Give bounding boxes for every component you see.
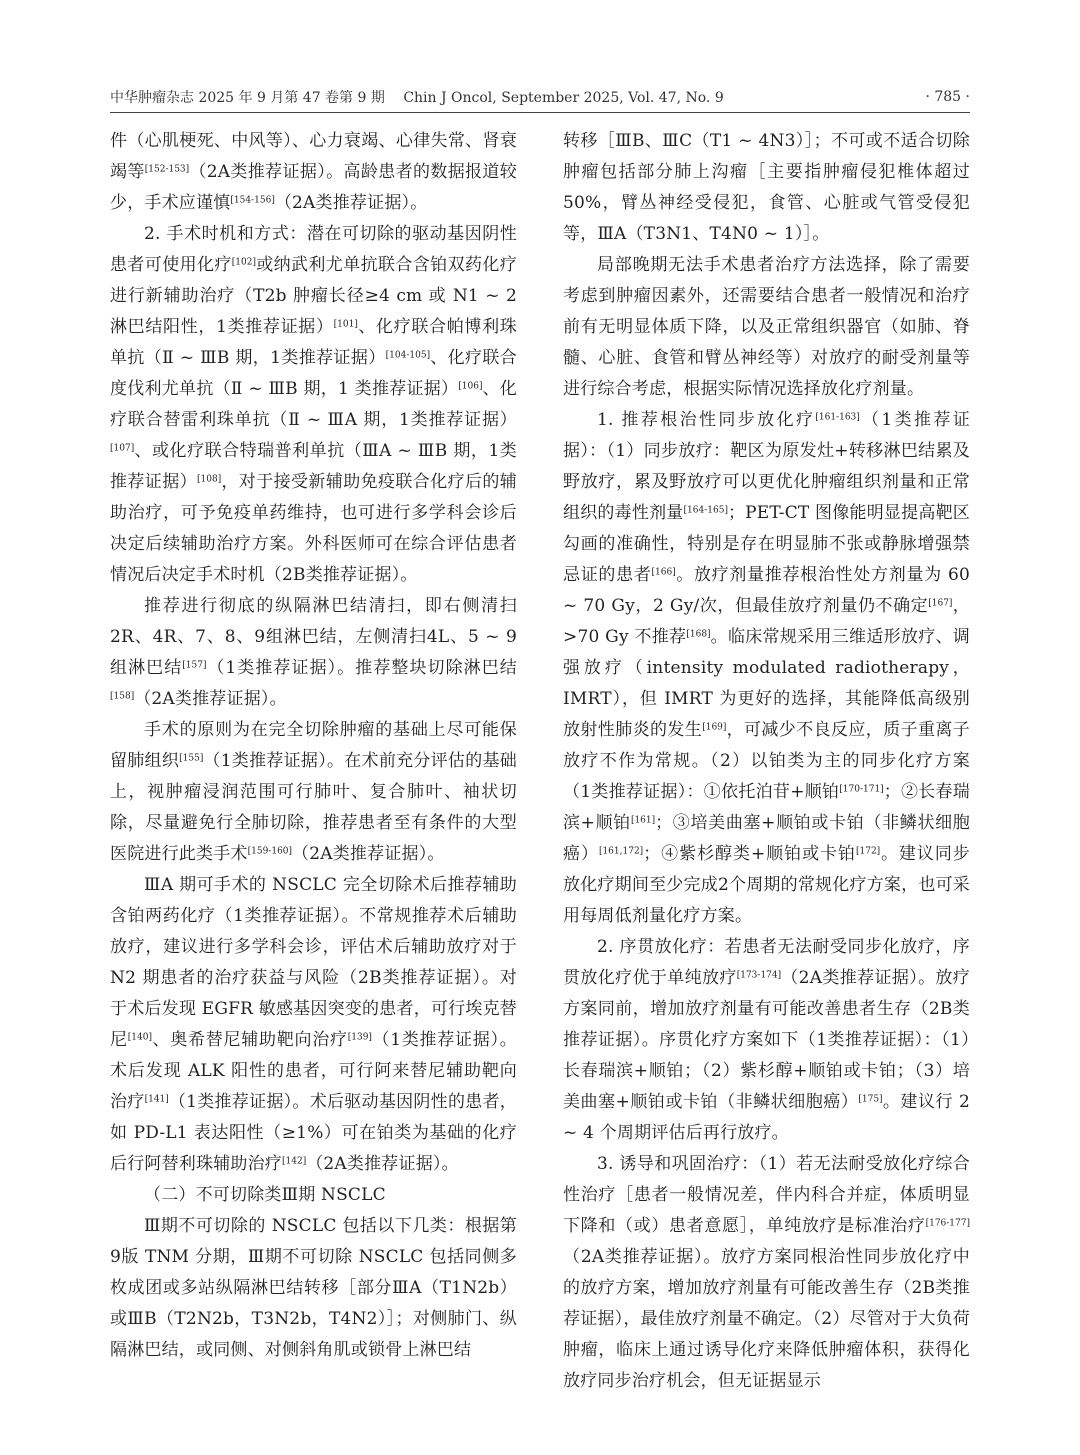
citation[interactable]: [108]	[197, 474, 222, 485]
citation[interactable]: [140]	[127, 1032, 152, 1043]
paragraph-surgery-principle: 手术的原则为在完全切除肿瘤的基础上尽可能保留肺组织[155]（1类推荐证据）。在术前充分评估的基础上，视肿瘤浸润范围可行肺叶、复合肺叶、袖状切除，尽量避免行全肺切除，推荐患者至有条件的大型医院进行此类手术[159-160]（2A类推荐证据）。	[110, 720, 517, 864]
citation[interactable]: [176-177]	[925, 1218, 970, 1229]
citation[interactable]: [139]	[347, 1032, 372, 1043]
citation[interactable]: [142]	[282, 1156, 307, 1167]
citation[interactable]: [168]	[686, 629, 711, 640]
citation[interactable]: [169]	[702, 722, 727, 733]
citation[interactable]: [141]	[144, 1094, 169, 1105]
paragraph-unresectable: Ⅲ期不可切除的 NSCLC 包括以下几类：根据第9版 TNM 分期，Ⅲ期不可切除 NSCLC 包括同侧多枚成团或多站纵隔淋巴结转移［部分ⅢA（T1N2b）或ⅢB（T2N2b，T3N2b，T4N2）］；对侧肺门、纵隔淋巴结，或同侧、对侧斜角肌或锁骨上淋巴结	[110, 1216, 517, 1360]
citation[interactable]: [167]	[928, 598, 953, 609]
paragraph: 转移［ⅢB、ⅢC（T1 ~ 4N3）］；不可或不适合切除肿瘤包括部分肺上沟瘤［主要指肿瘤侵犯椎体超过50%，臂丛神经受侵犯，食管、心脏或气管受侵犯等，ⅢA（T3N1、T4N0 ~ 1）］。	[563, 131, 970, 244]
paragraph: 件（心肌梗死、中风等）、心力衰竭、心律失常、肾衰竭等[152-153]（2A类推荐证据）。高龄患者的数据报道较少，手术应谨慎[154-156]（2A类推荐证据）。	[110, 131, 518, 213]
citation[interactable]: [104-105]	[385, 350, 431, 361]
citation[interactable]: [175]	[858, 1094, 883, 1105]
citation[interactable]: [159-160]	[247, 846, 293, 857]
running-header	[110, 86, 970, 108]
citation[interactable]: [161,172]	[598, 846, 644, 857]
section-heading: （二）不可切除类Ⅲ期 NSCLC	[144, 1185, 386, 1205]
citation[interactable]: [161]	[630, 815, 656, 826]
citation[interactable]: [157]	[182, 660, 207, 671]
journal-title-en: Chin J Oncol, September 2025, Vol. 47, No. 9	[403, 90, 724, 106]
citation[interactable]: [173-174]	[736, 970, 782, 981]
citation[interactable]: [101]	[333, 319, 358, 330]
header-divider	[110, 112, 970, 113]
left-column	[110, 126, 517, 1366]
paragraph-lymph-dissection: 推荐进行彻底的纵隔淋巴结清扫，即右侧清扫2R、4R、7、8、9组淋巴结，左侧清扫4L、5 ~ 9组淋巴结[157]（1类推荐证据）。推荐整块切除淋巴结[158]（2A类推荐证据）。	[110, 596, 517, 709]
citation[interactable]: [155]	[179, 753, 204, 764]
citation[interactable]: [152-153]	[144, 164, 190, 175]
citation[interactable]: [102]	[231, 257, 256, 268]
citation[interactable]: [172]	[855, 846, 881, 857]
citation[interactable]: [164-165]	[683, 505, 728, 516]
citation[interactable]: [158]	[110, 691, 135, 702]
citation[interactable]: [154-156]	[230, 195, 275, 206]
citation[interactable]: [166]	[651, 567, 676, 578]
paragraph-induction: 3. 诱导和巩固治疗：（1）若无法耐受放化疗综合性治疗［患者一般情况差，伴内科合并症，体质明显下降和（或）患者意愿］，单纯放疗是标准治疗[176-177]（2A类推荐证据）。放疗方案同根治性同步放化疗中的放疗方案，增加放疗剂量有可能改善生存（2B类推荐证据），最佳放疗剂量不确定。（2）尽管对于大负荷肿瘤，临床上通过诱导化疗来降低肿瘤体积，获得化放疗同步治疗机会，但无证据显示	[563, 1154, 970, 1391]
citation[interactable]: [170-171]	[839, 784, 884, 795]
right-column	[563, 126, 970, 1397]
citation[interactable]: [107]	[110, 443, 135, 454]
paragraph-concurrent-chemoradiotherapy: 1. 推荐根治性同步放化疗[161-163]（1类推荐证据）：（1）同步放疗：靶区为原发灶+转移淋巴结累及野放疗，累及野放疗可以更优化肿瘤组织剂量和正常组织的毒性剂量[164-165]；PET-CT 图像能明显提高靶区勾画的准确性，特别是存在明显肺不张或静脉增强禁忌证的患者[166]。放疗剂量推荐根治性处方剂量为 60 ~ 70 Gy，2 Gy/次，但最佳放疗剂量仍不确定[167]，>70 Gy 不推荐[168]。临床常规采用三维适形放疗、调强放疗（intensity modulated radiotherapy，IMRT），但 IMRT 为更好的选择，其能降低高级别放射性肺炎的发生[169]，可减少不良反应，质子重离子放疗不作为常规。（2）以铂类为主的同步化疗方案（1类推荐证据）：①依托泊苷+顺铂[170-171]；②长春瑞滨+顺铂[161]；③培美曲塞+顺铂或卡铂（非鳞状细胞癌）[161,172]；④紫杉醇类+顺铂或卡铂[172]。建议同步放化疗期间至少完成2个周期的常规化疗方案，也可采用每周低剂量化疗方案。	[563, 410, 971, 926]
citation[interactable]: [106]	[458, 381, 483, 392]
paragraph-surgery-timing: 2. 手术时机和方式：潜在可切除的驱动基因阴性患者可使用化疗[102]或纳武利尤单抗联合含铂双药化疗进行新辅助治疗（T2b 肿瘤长径≥4 cm 或 N1 ~ 2 淋巴结阳性，1类推荐证据）[101]、化疗联合帕博利珠单抗（Ⅱ ~ ⅢB 期，1类推荐证据）[104-105]、化疗联合度伐利尤单抗（Ⅱ ~ ⅢB 期，1 类推荐证据）[106]、化疗联合替雷利珠单抗（Ⅱ ~ ⅢA 期，1类推荐证据）[107]、或化疗联合特瑞普利单抗（ⅢA ~ ⅢB 期，1类推荐证据）[108]，对于接受新辅助免疫联合化疗后的辅助治疗，可予免疫单药维持，也可进行多学科会诊后决定后续辅助治疗方案。外科医师可在综合评估患者情况后决定手术时机（2B类推荐证据）。	[110, 224, 518, 585]
citation[interactable]: [161-163]	[815, 412, 860, 423]
paragraph-treatment-choice: 局部晚期无法手术患者治疗方法选择，除了需要考虑到肿瘤因素外，还需要结合患者一般情况和治疗前有无明显体质下降，以及正常组织器官（如肺、脊髓、心脏、食管和臂丛神经等）对放疗的耐受剂量等进行综合考虑，根据实际情况选择放化疗剂量。	[563, 255, 970, 399]
paragraph-adjuvant: ⅢA 期可手术的 NSCLC 完全切除术后推荐辅助含铂两药化疗（1类推荐证据）。不常规推荐术后辅助放疗，建议进行多学科会诊，评估术后辅助放疗对于 N2 期患者的治疗获益与风险（2B类推荐证据）。对于术后发现 EGFR 敏感基因突变的患者，可行埃克替尼[140]、奥希替尼辅助靶向治疗[139]（1类推荐证据）。术后发现 ALK 阳性的患者，可行阿来替尼辅助靶向治疗[141]（1类推荐证据）。术后驱动基因阴性的患者，如 PD-L1 表达阳性（≥1%）可在铂类为基础的化疗后行阿替利珠辅助治疗[142]（2A类推荐证据）。	[110, 875, 518, 1174]
journal-title-cn: 中华肿瘤杂志 2025 年 9 月第 47 卷第 9 期	[110, 90, 385, 106]
paragraph-sequential: 2. 序贯放化疗：若患者无法耐受同步化放疗，序贯放化疗优于单纯放疗[173-174]（2A类推荐证据）。放疗方案同前，增加放疗剂量有可能改善患者生存（2B类推荐证据）。序贯化疗方案如下（1类推荐证据）：（1）长春瑞滨+顺铂；（2）紫杉醇+顺铂或卡铂；（3）培美曲塞+顺铂或卡铂（非鳞状细胞癌）[175]。建议行 2 ~ 4 个周期评估后再行放疗。	[563, 937, 971, 1143]
journal-citation	[110, 87, 724, 107]
page-number: · 785 ·	[925, 89, 970, 105]
